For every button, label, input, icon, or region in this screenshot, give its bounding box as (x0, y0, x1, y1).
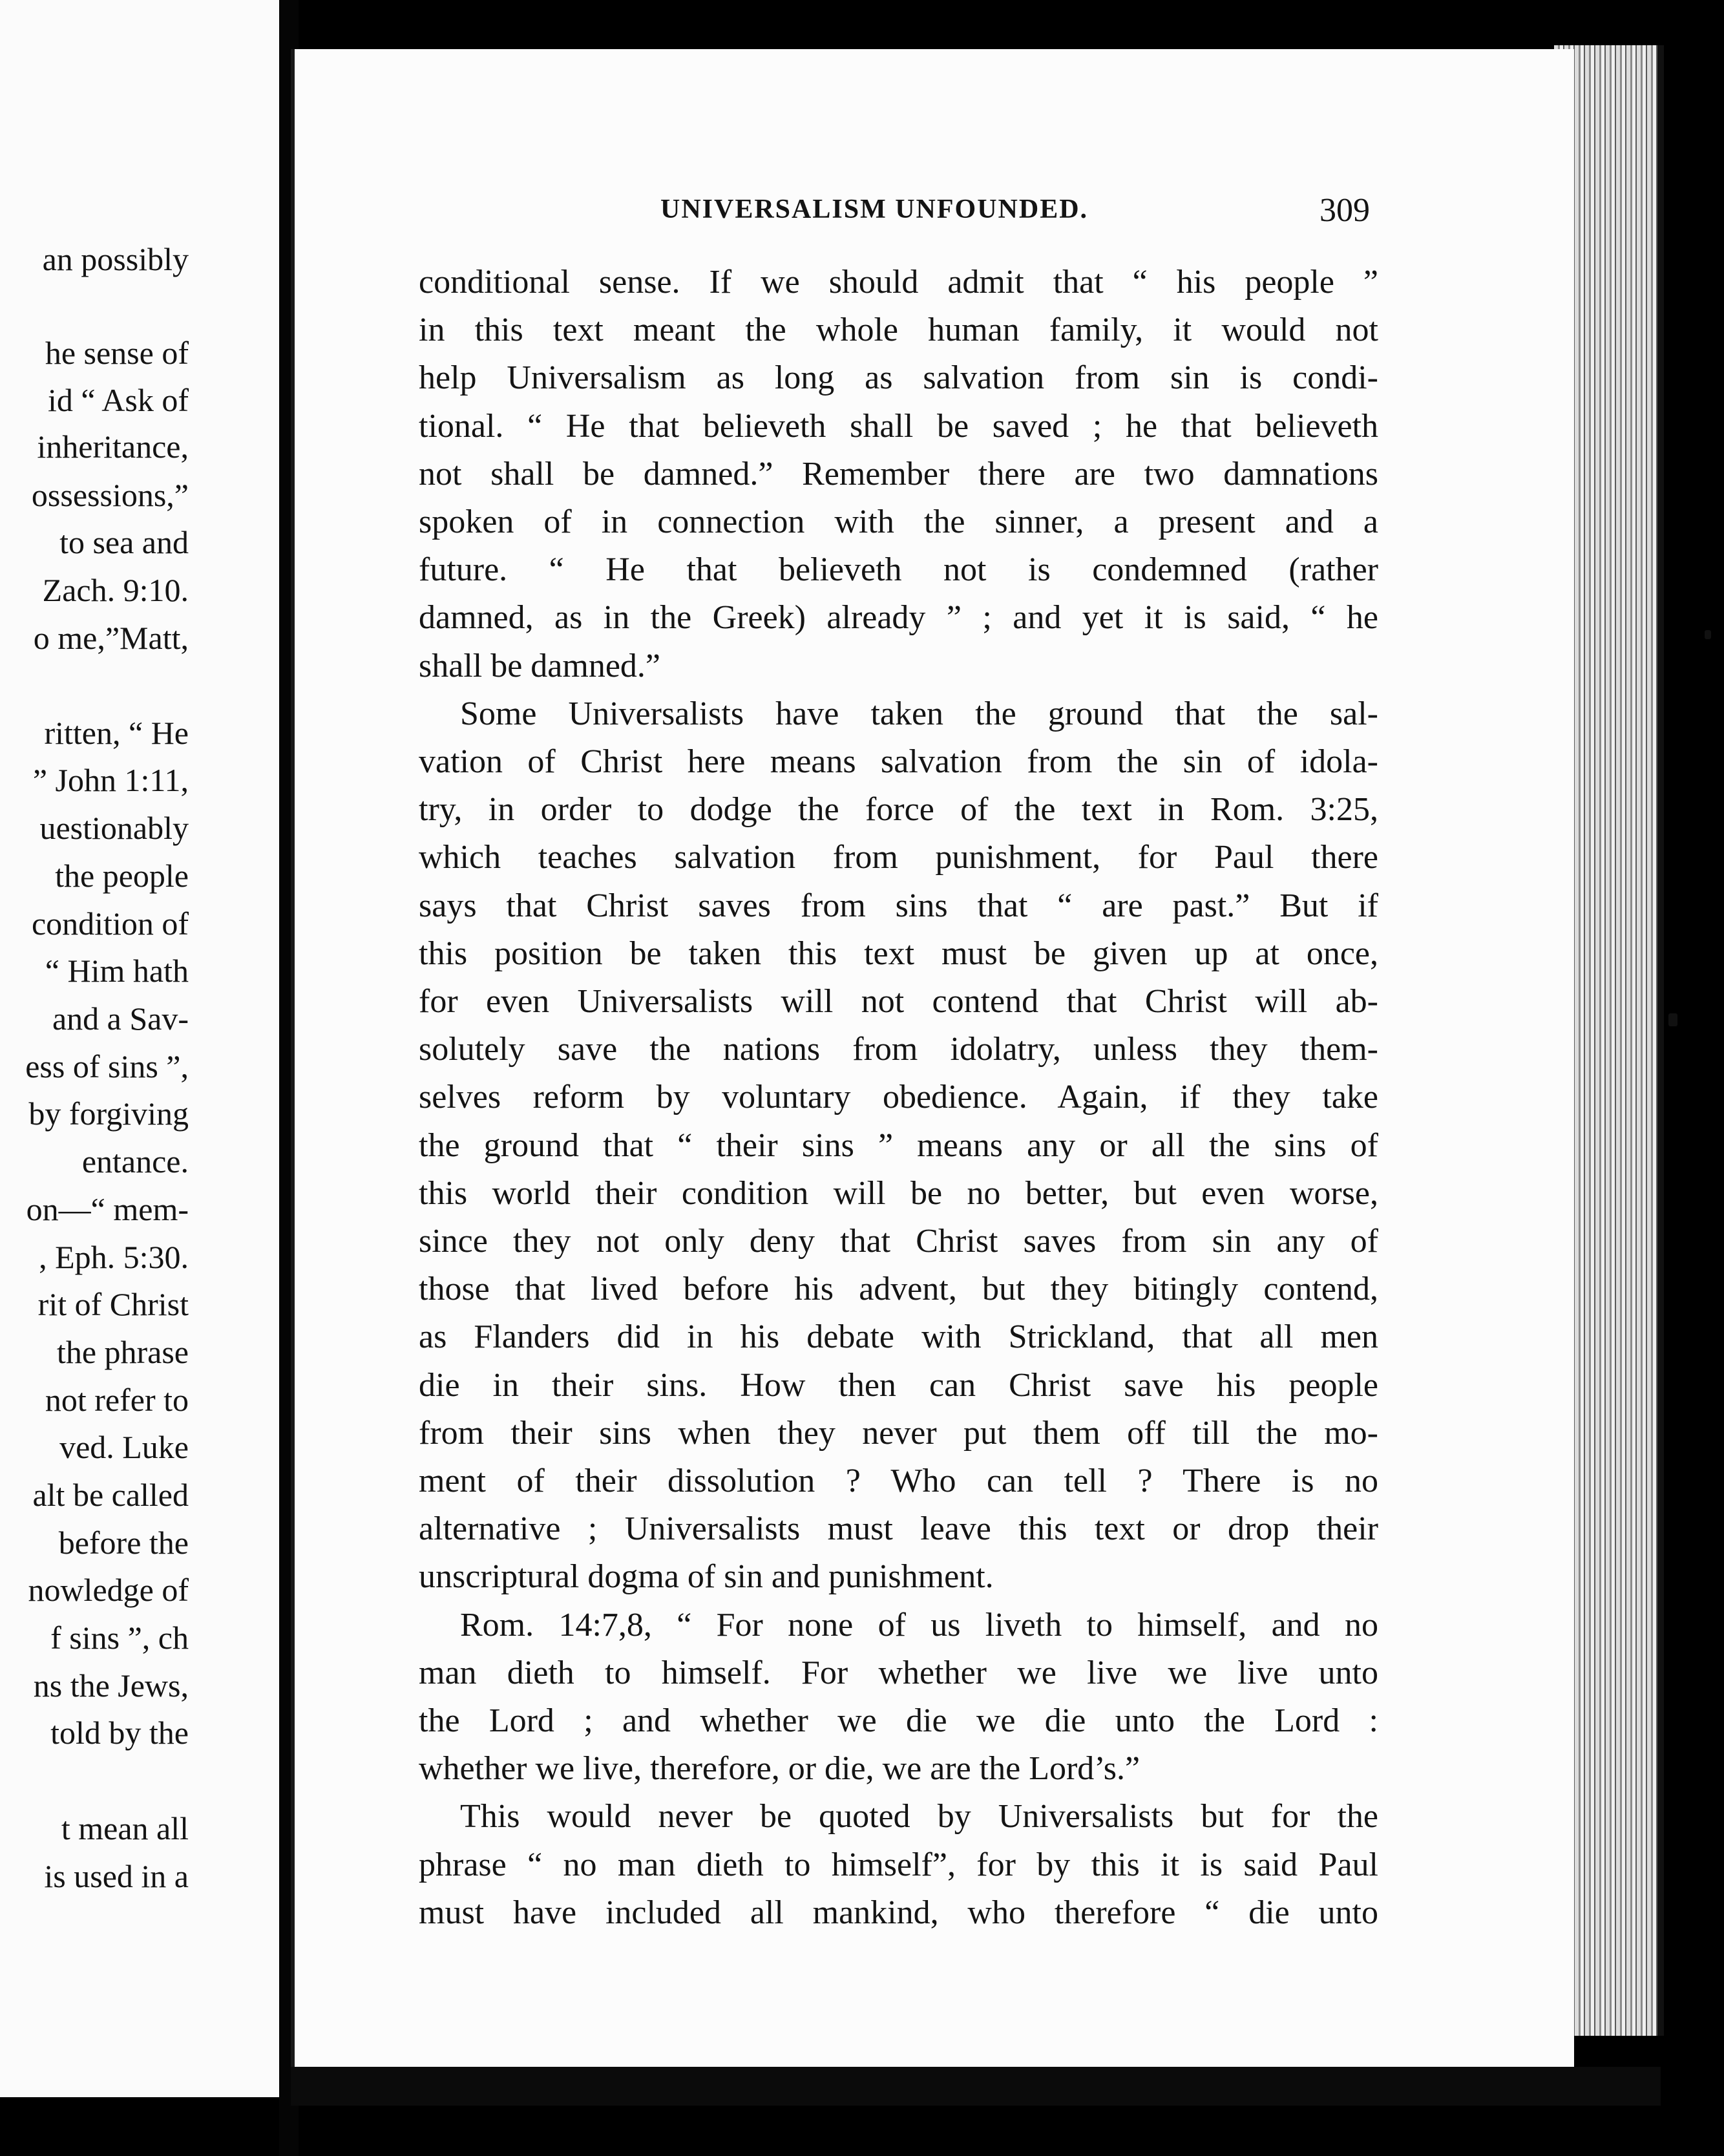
left-page-line: nowledge of (28, 1572, 189, 1608)
running-title: UNIVERSALISM UNFOUNDED. (660, 195, 1089, 224)
left-page-line: the people (55, 858, 189, 894)
left-page-line: condition of (31, 905, 189, 942)
left-page-line: ” John 1:11, (32, 762, 189, 798)
text-line: the Lord ; and whether we die we die unto the Lord : (419, 1702, 1378, 1739)
text-line: phrase “ no man dieth to himself”, for by this it is said Paul (419, 1846, 1378, 1883)
left-page-line: ossessions,” (31, 477, 189, 513)
text-line: this position be taken this text must be given up at once, (419, 935, 1378, 972)
text-line: tional. “ He that believeth shall be saved ; he that believeth (419, 408, 1378, 445)
left-page-line: , Eph. 5:30. (39, 1239, 189, 1275)
left-page-line: “ Him hath (45, 953, 189, 989)
text-line: vation of Christ here means salvation from the sin of idola- (419, 743, 1378, 780)
left-page-line: inheritance, (37, 428, 189, 465)
text-line: future. “ He that believeth not is condemned (rather (419, 551, 1378, 588)
left-page-line: Zach. 9:10. (42, 572, 189, 608)
left-page-line: ns the Jews, (33, 1667, 189, 1704)
text-line: spoken of in connection with the sinner, a present and a (419, 503, 1378, 540)
left-page-line: and a Sav- (52, 1000, 189, 1037)
left-page-line: ess of sins ”, (25, 1048, 189, 1084)
text-line: solutely save the nations from idolatry, unless they them- (419, 1031, 1378, 1068)
text-line: must have included all mankind, who therefore “ die unto (419, 1894, 1378, 1931)
text-line: This would never be quoted by Universalists but for the (460, 1798, 1378, 1835)
left-page-line: entance. (81, 1143, 189, 1179)
text-line: for even Universalists will not contend that Christ will ab- (419, 983, 1378, 1020)
text-line: those that lived before his advent, but they bitingly contend, (419, 1271, 1378, 1307)
text-line: as Flanders did in his debate with Strickland, that all men (419, 1318, 1378, 1355)
text-line: the ground that “ their sins ” means any or all the sins of (419, 1127, 1378, 1164)
left-page-line: t mean all (61, 1810, 189, 1846)
left-page-fragment (0, 0, 279, 2097)
left-page-line: is used in a (44, 1858, 189, 1894)
text-line: selves reform by voluntary obedience. Again, if they take (419, 1079, 1378, 1115)
text-line: shall be damned.” (419, 648, 660, 684)
text-line: try, in order to dodge the force of the text in Rom. 3:25, (419, 791, 1378, 828)
left-page-line: an possibly (42, 241, 189, 277)
left-page-line: on—“ mem- (26, 1191, 189, 1227)
left-page-line: f sins ”, ch (50, 1620, 189, 1656)
text-line: which teaches salvation from punishment, for Paul there (419, 839, 1378, 876)
left-page-line: told by the (50, 1715, 189, 1751)
left-page-line: to sea and (59, 524, 189, 560)
left-page-line: not refer to (45, 1382, 189, 1418)
text-line: this world their condition will be no better, but even worse, (419, 1175, 1378, 1212)
page-bottom-shadow (291, 2067, 1661, 2106)
text-line: since they not only deny that Christ saves from sin any of (419, 1223, 1378, 1260)
text-line: alternative ; Universalists must leave this text or drop their (419, 1510, 1378, 1547)
left-page-line: by forgiving (28, 1095, 189, 1132)
text-line: from their sins when they never put them off till the mo- (419, 1415, 1378, 1452)
left-page-line: the phrase (56, 1334, 189, 1370)
page-number: 309 (1319, 192, 1370, 229)
text-line: not shall be damned.” Remember there are two damnations (419, 456, 1378, 492)
text-line: conditional sense. If we should admit that “ his people ” (419, 264, 1378, 301)
text-line: help Universalism as long as salvation from sin is condi- (419, 359, 1378, 396)
left-page-line: ved. Luke (59, 1429, 189, 1465)
left-page-line: id “ Ask of (47, 382, 189, 418)
left-page-line: he sense of (45, 335, 189, 371)
left-page-line: before the (58, 1525, 189, 1561)
left-page-line: ritten, “ He (44, 715, 189, 751)
text-line: says that Christ saves from sins that “ are past.” But if (419, 887, 1378, 924)
left-page-line: o me,”Matt, (33, 620, 189, 656)
text-line: Rom. 14:7,8, “ For none of us liveth to himself, and no (460, 1607, 1378, 1643)
text-line: man dieth to himself. For whether we live we live unto (419, 1654, 1378, 1691)
text-line: whether we live, therefore, or die, we are the Lord’s.” (419, 1750, 1141, 1787)
text-line: Some Universalists have taken the ground that the sal- (460, 695, 1378, 732)
scan-speck (1668, 1013, 1677, 1026)
text-line: in this text meant the whole human family, it would not (419, 312, 1378, 348)
text-line: damned, as in the Greek) already ” ; and yet it is said, “ he (419, 599, 1378, 636)
text-line: unscriptural dogma of sin and punishment. (419, 1558, 994, 1595)
text-line: die in their sins. How then can Christ save his people (419, 1367, 1378, 1404)
left-page-line: rit of Christ (37, 1286, 189, 1322)
text-line: ment of their dissolution ? Who can tell ? There is no (419, 1463, 1378, 1499)
left-page-line: uestionably (39, 810, 189, 846)
scan-speck (1705, 630, 1711, 639)
left-page-line: alt be called (32, 1477, 189, 1513)
